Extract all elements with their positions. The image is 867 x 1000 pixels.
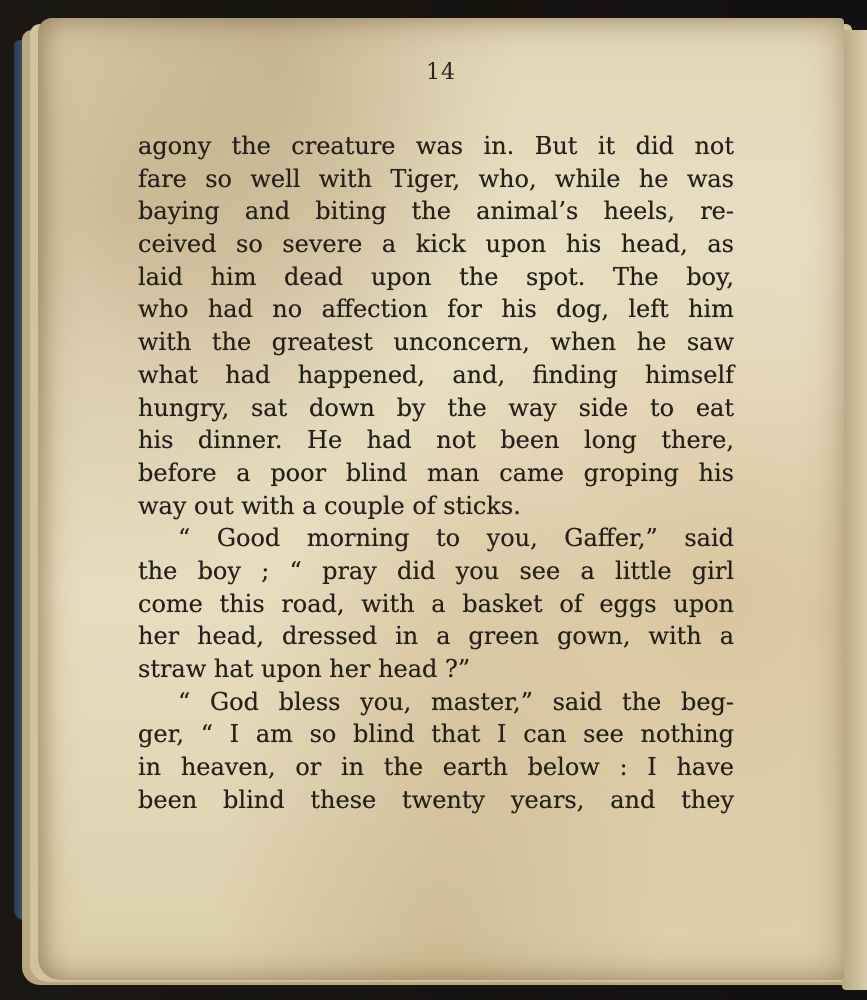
text-line: laid him dead upon the spot. The boy, xyxy=(138,262,734,291)
text-line: “ Good morning to you, Gaffer,” said xyxy=(178,524,734,553)
text-line: been blind these twenty years, and they xyxy=(138,785,734,814)
facing-page-edge xyxy=(842,30,867,990)
text-line: his dinner. He had not been long there, xyxy=(138,426,734,455)
text-line: baying and biting the animal’s heels, re- xyxy=(138,197,734,226)
text-line: with the greatest unconcern, when he saw xyxy=(138,328,734,357)
text-line: hungry, sat down by the way side to eat xyxy=(138,393,734,422)
text-line: what had happened, and, finding himself xyxy=(138,360,734,389)
text-line: way out with a couple of sticks. xyxy=(138,491,521,520)
text-line: come this road, with a basket of eggs upon xyxy=(138,589,734,618)
text-line: in heaven, or in the earth below : I have xyxy=(138,753,734,782)
text-line: the boy ; “ pray did you see a little girl xyxy=(138,556,734,585)
text-line: before a poor blind man came groping his xyxy=(138,458,734,487)
text-line: straw hat upon her head ?” xyxy=(138,655,471,683)
page-number: 14 xyxy=(426,60,456,85)
text-line: fare so well with Tiger, who, while he was xyxy=(138,164,734,193)
text-line: ger, “ I am so blind that I can see nothing xyxy=(138,720,734,749)
text-line: ceived so severe a kick upon his head, as xyxy=(138,230,734,259)
text-line: agony the creature was in. But it did not xyxy=(138,132,734,160)
text-line: who had no affection for his dog, left him xyxy=(138,295,734,324)
page-body-text xyxy=(138,130,734,816)
text-line: her head, dressed in a green gown, with a xyxy=(138,622,734,651)
book-page xyxy=(38,18,844,980)
text-line: “ God bless you, master,” said the beg- xyxy=(178,687,734,716)
